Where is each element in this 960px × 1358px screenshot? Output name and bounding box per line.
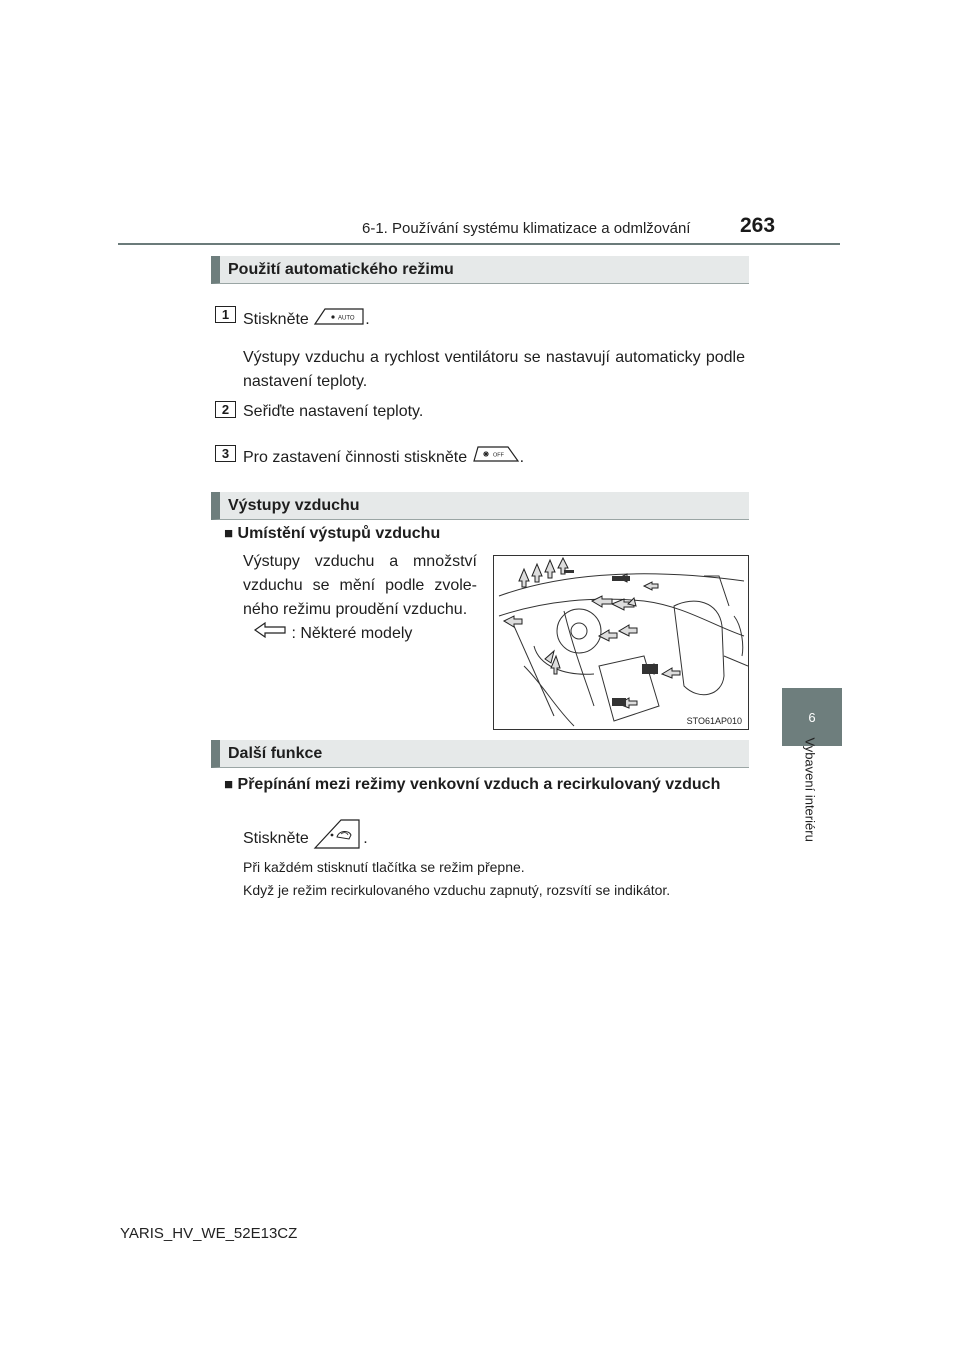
header-divider	[118, 243, 840, 245]
step-1-text: Stiskněte	[243, 311, 309, 329]
off-button-icon	[472, 444, 520, 472]
subheading-air-mode-switch: ■ Přepínání mezi režimy venkovní vzduch a recirkulovaný vzduch	[224, 776, 721, 793]
square-bullet-icon: ■	[224, 776, 234, 793]
section-heading-other-functions	[211, 740, 749, 768]
outlets-paragraph: Výstupy vzduchu a množství vzduchu se mění podle zvole- ného režimu proudění vzduchu.	[243, 553, 477, 618]
section-heading-auto-mode	[211, 256, 749, 284]
air-outlets-illustration	[493, 555, 749, 730]
legend-row	[253, 621, 412, 647]
section-title: Použití automatického režimu	[228, 261, 454, 278]
step-2-instruction: Seřiďte nastavení teploty.	[243, 403, 424, 420]
step-1-instruction: Stiskněte AUTO .	[243, 305, 370, 335]
note-indicator: Když je režim recirkulovaného vzduchu zapnutý, rozsvítí se indikátor.	[243, 882, 671, 898]
document-code: YARIS_HV_WE_52E13CZ	[120, 1225, 298, 1242]
subheading-outlet-location: ■ Umístění výstupů vzduchu	[224, 525, 441, 542]
chapter-number: 6	[808, 709, 816, 725]
car-interior-drawing	[494, 556, 748, 729]
step-number-3: 3	[215, 445, 236, 462]
page-number: 263	[740, 214, 776, 237]
note-mode-switch: Při každém stisknutí tlačítka se režim přepne.	[243, 859, 525, 875]
recirculation-button-icon	[313, 818, 363, 860]
step-number-1: 1	[215, 306, 236, 323]
step-3-text: Pro zastavení činnosti stiskněte	[243, 449, 468, 467]
step-3-instruction: Pro zastavení činnosti stiskněte OFF .	[243, 444, 524, 472]
section-title: Výstupy vzduchu	[228, 497, 360, 514]
step-1-note: Výstupy vzduchu a rychlost ventilátoru se nastavují automaticky podle nastavení teploty.	[243, 349, 745, 390]
svg-text:AUTO: AUTO	[338, 315, 355, 322]
running-header-title: 6-1. Používání systému klimatizace a odmlžování	[362, 220, 691, 237]
legend-text: : Některé modely	[291, 625, 413, 643]
square-bullet-icon: ■	[224, 525, 234, 542]
figure-code: STO61AP010	[686, 716, 742, 726]
chapter-label: Vybavení interiéru	[802, 737, 818, 842]
step-number-2: 2	[215, 401, 236, 418]
section-heading-air-outlets	[211, 492, 749, 520]
auto-button-icon	[313, 305, 365, 335]
recirculation-instruction: Stiskněte .	[243, 818, 368, 860]
svg-text:OFF: OFF	[492, 452, 504, 459]
section-title: Další funkce	[228, 745, 323, 762]
optional-outlet-arrow-icon	[253, 621, 287, 647]
